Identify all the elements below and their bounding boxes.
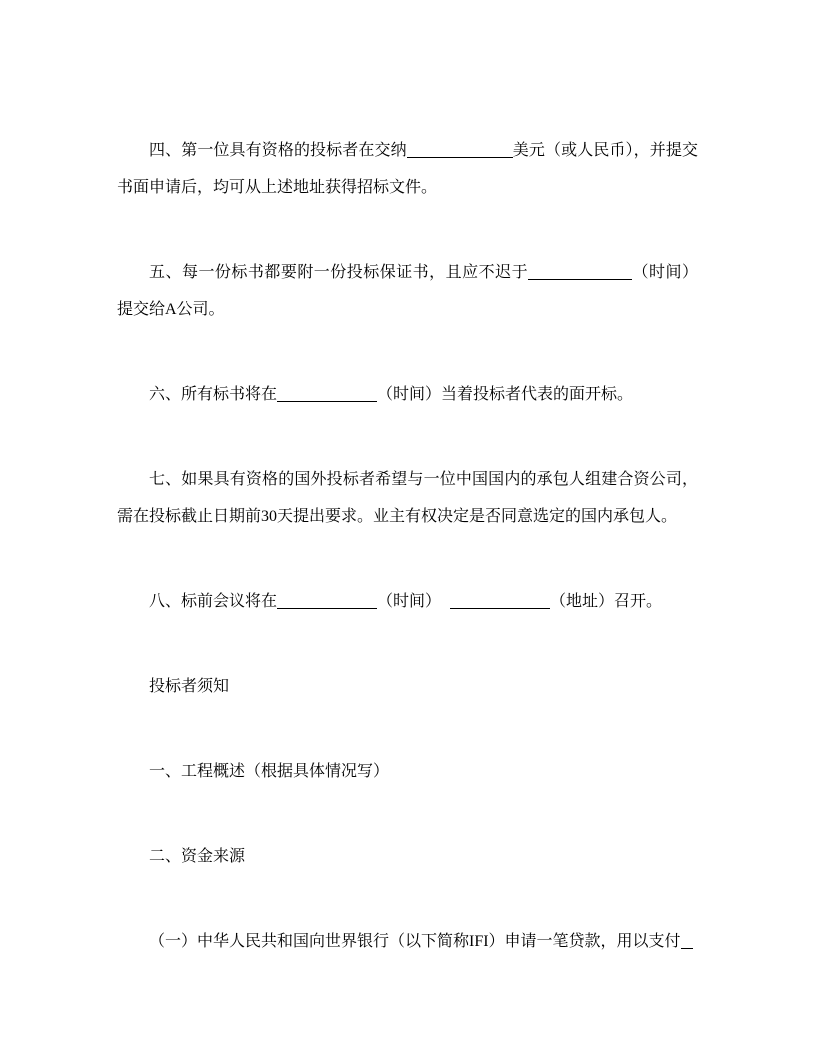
clause-6-text-pre: 六、所有标书将在 [149, 386, 278, 403]
section-2-heading-text: 二、资金来源 [149, 848, 246, 865]
clause-4-text-pre: 四、第一位具有资格的投标者在交纳 [149, 142, 407, 159]
clause-7-text: 七、如果具有资格的国外投标者希望与一位中国国内的承包人组建合资公司，需在投标截止日期前30天提出要求。业主有权决定是否同意选定的国内承包人。 [117, 471, 698, 525]
clause-7-paragraph [117, 461, 698, 535]
blank-pre-bid-meeting-time[interactable] [277, 596, 377, 609]
section-2-funding-source-heading [117, 838, 698, 875]
clause-8-paragraph [117, 583, 698, 620]
clause-5-text-pre: 五、每一份标书都要附一份投标保证书，且应不迟于 [149, 264, 529, 281]
notice-to-bidders-heading-text: 投标者须知 [149, 678, 230, 695]
clause-5-paragraph [117, 254, 698, 328]
section-1-project-overview-heading [117, 753, 698, 790]
clause-4-text-post: 美元（或人民币），并提交书面申请后，均可从上述地址获得招标文件。 [117, 142, 698, 196]
clause-5-text-post: （时间）提交给A公司。 [117, 264, 698, 318]
blank-bid-bond-deadline-time[interactable] [528, 267, 632, 280]
funding-item-1-text: （一）中华人民共和国向世界银行（以下简称IFI）申请一笔贷款，用以支付 [149, 933, 681, 950]
clause-8-text-mid: （时间） [377, 593, 442, 610]
clause-6-text-post: （时间）当着投标者代表的面开标。 [377, 386, 634, 403]
section-1-heading-text: 一、工程概述（根据具体情况写） [149, 763, 390, 780]
blank-bid-opening-time[interactable] [277, 389, 377, 402]
clause-8-text-pre: 八、标前会议将在 [149, 593, 278, 610]
clause-8-text-post: （地址）召开。 [550, 593, 663, 610]
notice-to-bidders-heading [117, 668, 698, 705]
clause-6-paragraph [117, 376, 698, 413]
funding-item-1-paragraph [117, 923, 698, 960]
clause-4-paragraph [117, 132, 698, 206]
blank-pre-bid-meeting-address[interactable] [450, 596, 550, 609]
blank-document-fee-amount[interactable] [407, 145, 513, 158]
blank-loan-payment-target[interactable] [681, 936, 693, 949]
